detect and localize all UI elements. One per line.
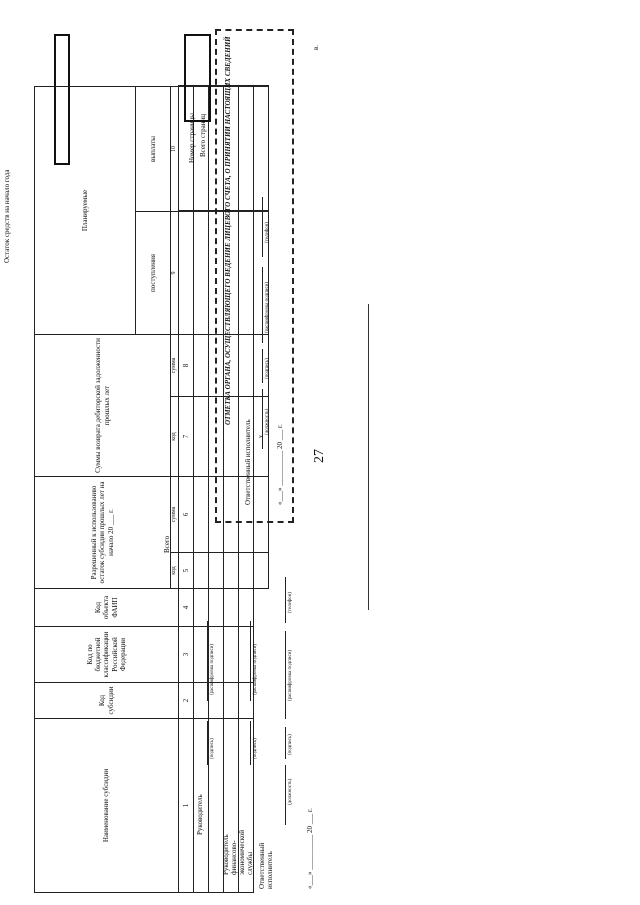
page-number: 27	[312, 449, 327, 463]
total-label: Всего	[163, 535, 171, 553]
cap-phone: (телефон)	[265, 222, 270, 243]
cap-decoding: (расшифровка подписи)	[210, 643, 215, 695]
cap-phone: (телефон)	[288, 592, 293, 613]
col-number: 4	[179, 589, 194, 627]
sub-payments-header: выплаты	[136, 87, 171, 212]
cap-signature: (подпись)	[288, 734, 293, 755]
pages-total-label: Всего страниц	[199, 113, 207, 157]
cap-decoding: (расшифровка подписи)	[288, 649, 293, 701]
cap-position: (должность)	[265, 408, 270, 435]
col-number: 7	[179, 397, 194, 477]
sub-code-header: код	[171, 553, 179, 589]
col-number: 8	[179, 335, 194, 397]
col-name-header: Наименование субсидии	[35, 719, 179, 893]
authority-title: ОТМЕТКА ОРГАНА, ОСУЩЕСТВЛЯЮЩЕГО ВЕДЕНИЕ ЛИЦЕВОГО СЧЕТА, О ПРИНЯТИИ НАСТОЯЩИХ СВЕДЕНИЙ	[224, 36, 232, 425]
col-number: 2	[179, 683, 194, 719]
page-no-label: Номер страницы	[188, 112, 196, 163]
sub-sum-header: сумма	[171, 477, 179, 553]
total-x: x	[254, 397, 269, 477]
col-number	[179, 212, 194, 335]
data-row	[194, 87, 209, 893]
cap-signature: (подпись)	[210, 738, 215, 759]
date-line: «___» __________ 20 ___ г.	[306, 808, 314, 889]
col-faip-header: Код объекта ФАИП	[35, 589, 179, 627]
cap-decoding: (расшифровка подписи)	[253, 643, 258, 695]
col-number: 3	[179, 627, 194, 683]
fin-head-label: Руководитель финансово-экономической службы	[222, 829, 254, 875]
sub-income-number: 9	[171, 212, 179, 335]
executor-label: Ответственный исполнитель	[258, 842, 274, 889]
authority-date-line: «___» __________ 20 ___ г.	[276, 424, 284, 505]
col-bk-code-header: Код по бюджетной классификации Российской Федерации	[35, 627, 179, 683]
group-allowed-header: Разрешенный к использованию остаток субсидии прошлых лет на начало 20 ___ г.	[35, 477, 171, 589]
sub-code-header: код	[171, 397, 179, 477]
col-number: 6	[179, 477, 194, 553]
sub-sum-header: сумма	[171, 335, 179, 397]
sub-payments-number: 10	[171, 87, 179, 212]
column-number-row	[179, 87, 194, 893]
group-planned-header: Планируемые	[35, 87, 136, 335]
col-number: 1	[179, 719, 194, 893]
authority-executor-label: Ответственный исполнитель	[244, 419, 252, 505]
group-returns-header: Суммы возврата дебиторской задолженности прошлых лет	[35, 335, 171, 477]
page-number-box	[184, 34, 211, 122]
col-number: 5	[179, 553, 194, 589]
cap-signature: (подпись)	[253, 738, 258, 759]
cap-decoding: (расшифровка подписи)	[265, 281, 270, 333]
cap-position: (должность)	[288, 778, 293, 805]
marker-text: в.	[312, 44, 320, 50]
col-subsidy-code-header: Код субсидии	[35, 683, 179, 719]
start-balance-label: Остаток средств на начало года	[3, 169, 11, 263]
sub-income-header: поступления	[136, 212, 171, 335]
head-label: Руководитель	[196, 794, 204, 835]
cap-signature: (подпись)	[265, 358, 270, 379]
separator-line	[368, 304, 369, 610]
